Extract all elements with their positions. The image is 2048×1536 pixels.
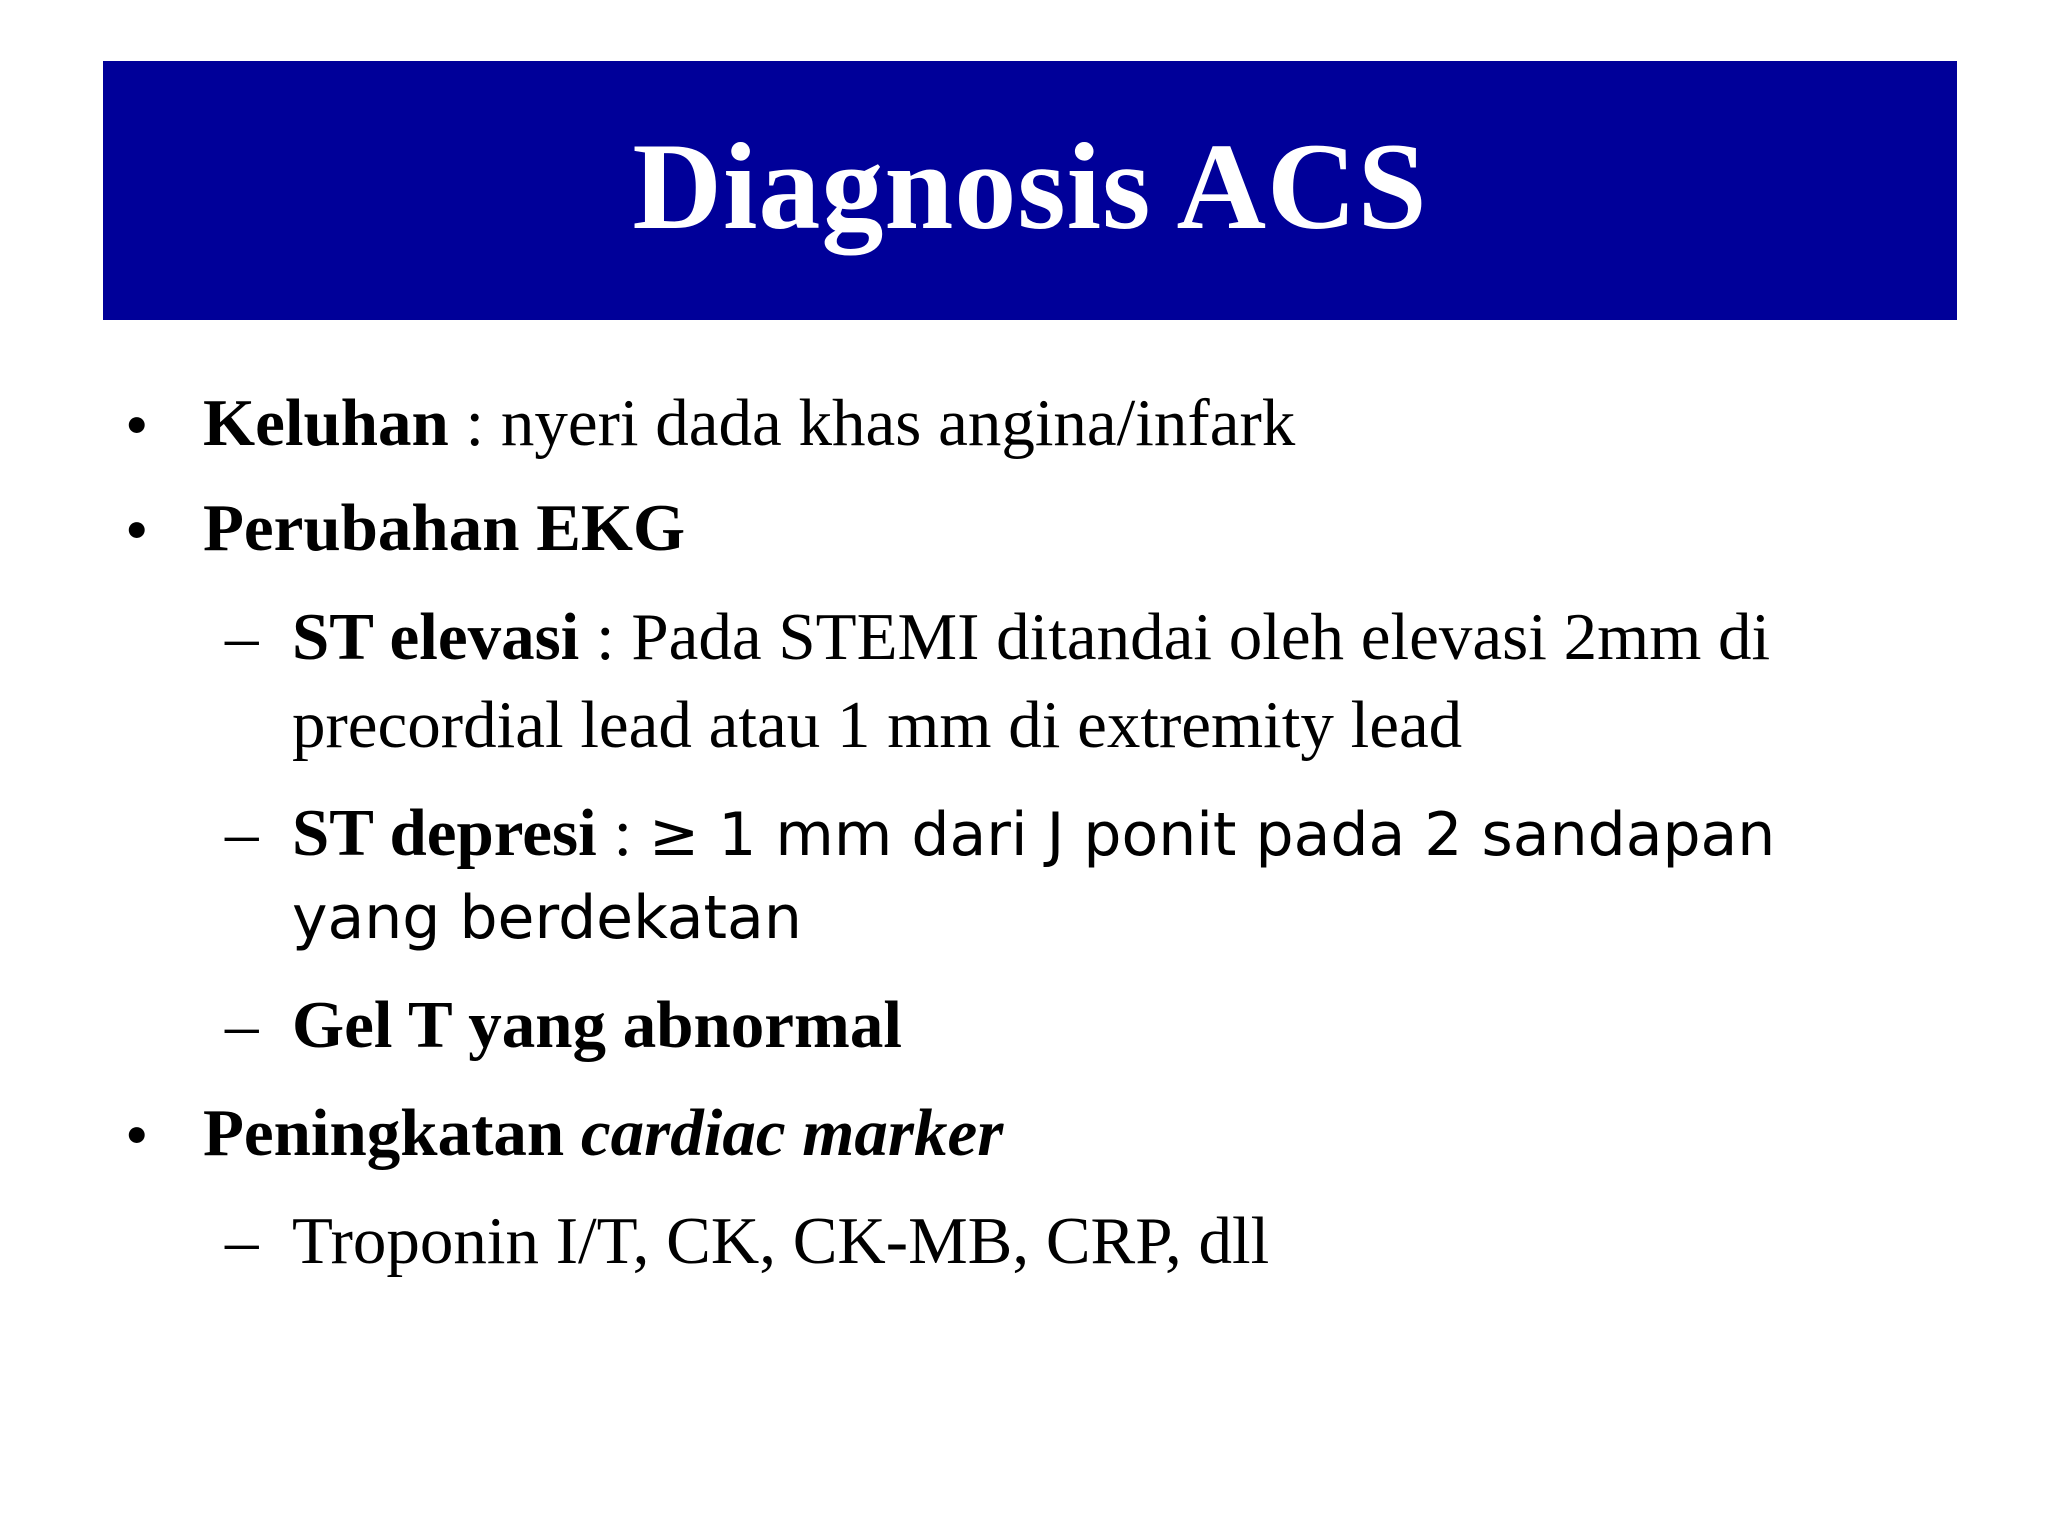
slide-title: Diagnosis ACS <box>632 117 1428 255</box>
dash-marker: – <box>225 796 259 870</box>
subitem-continuation: yang berdekatan <box>292 883 802 953</box>
item-text: : nyeri dada khas angina/infark <box>448 386 1296 460</box>
bullet-marker: • <box>125 1098 149 1172</box>
list-item-perubahan-ekg <box>203 491 686 565</box>
subitem-separator: : <box>596 796 649 870</box>
subitem-gel-t <box>292 988 902 1062</box>
title-bar <box>103 61 1957 320</box>
dash-marker: – <box>225 1204 259 1278</box>
item-label: Peningkatan <box>203 1096 581 1170</box>
item-label-italic: cardiac marker <box>580 1096 1004 1170</box>
subitem-text: : Pada STEMI ditandai oleh elevasi 2mm di <box>579 600 1771 674</box>
item-label: Keluhan <box>203 386 449 460</box>
dash-marker: – <box>225 988 259 1062</box>
subitem-st-depresi <box>292 796 1776 870</box>
subitem-st-elevasi <box>292 600 1771 674</box>
bullet-marker: • <box>125 493 149 567</box>
dash-marker: – <box>225 600 259 674</box>
subitem-troponin: Troponin I/T, CK, CK-MB, CRP, dll <box>292 1204 1270 1278</box>
bullet-marker: • <box>125 388 149 462</box>
list-item-keluhan <box>203 386 1296 460</box>
subitem-text: ≥ 1 mm dari J ponit pada 2 sandapan <box>648 800 1776 870</box>
subitem-continuation: precordial lead atau 1 mm di extremity lead <box>292 688 1463 762</box>
list-item-peningkatan <box>203 1096 1004 1170</box>
subitem-label: ST elevasi <box>292 600 580 674</box>
subitem-label: Gel T yang abnormal <box>292 988 902 1062</box>
subitem-label: ST depresi <box>292 796 597 870</box>
item-label: Perubahan EKG <box>203 491 686 565</box>
